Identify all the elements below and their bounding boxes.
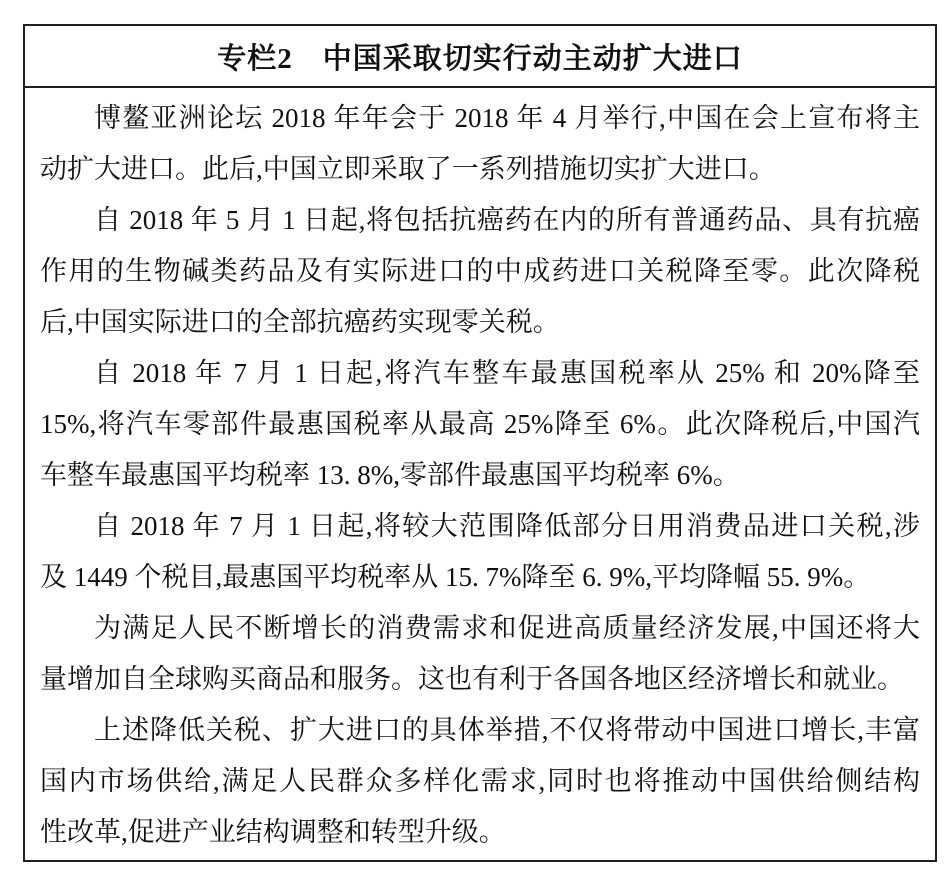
paragraph-consumer-goods-tariffs <box>40 501 920 603</box>
text-line: 及 1449 个税目,最惠国平均税率从 15. 7%降至 6. 9%,平均降幅 55. 9%。 <box>40 562 871 592</box>
paragraph-global-purchases <box>40 603 920 705</box>
text-line: 自 2018 年 7 月 1 日起,将较大范围降低部分日用消费品进口关税,涉 <box>94 511 920 541</box>
paragraph-auto-tariffs <box>40 348 920 501</box>
text-line: 量增加自全球购买商品和服务。这也有利于各国各地区经济增长和就业。 <box>40 664 904 694</box>
text-line: 上述降低关税、扩大进口的具体举措,不仅将带动中国进口增长,丰富 <box>94 715 920 745</box>
text-line: 博鳌亚洲论坛 2018 年年会于 2018 年 4 月举行,中国在会上宣布将主 <box>94 103 920 133</box>
paragraph-drug-tariffs <box>40 195 920 348</box>
text-line: 国内市场供给,满足人民群众多样化需求,同时也将推动中国供给侧结构 <box>40 766 920 796</box>
text-line: 自 2018 年 7 月 1 日起,将汽车整车最惠国税率从 25% 和 20%降至 <box>94 358 920 388</box>
box-panel <box>23 24 937 862</box>
panel-title: 专栏2 中国采取切实行动主动扩大进口 <box>25 26 935 88</box>
text-line: 车整车最惠国平均税率 13. 8%,零部件最惠国平均税率 6%。 <box>40 460 740 490</box>
text-line: 作用的生物碱类药品及有实际进口的中成药进口关税降至零。此次降税 <box>40 256 920 286</box>
text-line: 自 2018 年 5 月 1 日起,将包括抗癌药在内的所有普通药品、具有抗癌 <box>94 205 920 235</box>
text-line: 后,中国实际进口的全部抗癌药实现零关税。 <box>40 307 560 337</box>
text-line: 动扩大进口。此后,中国立即采取了一系列措施切实扩大进口。 <box>40 154 776 184</box>
paragraph-boao-forum <box>40 93 920 195</box>
text-line: 15%,将汽车零部件最惠国税率从最高 25%降至 6%。此次降税后,中国汽 <box>40 409 920 439</box>
panel-body <box>25 88 935 858</box>
text-line: 为满足人民不断增长的消费需求和促进高质量经济发展,中国还将大 <box>94 613 920 643</box>
text-line: 性改革,促进产业结构调整和转型升级。 <box>40 817 506 847</box>
paragraph-summary <box>40 705 920 858</box>
